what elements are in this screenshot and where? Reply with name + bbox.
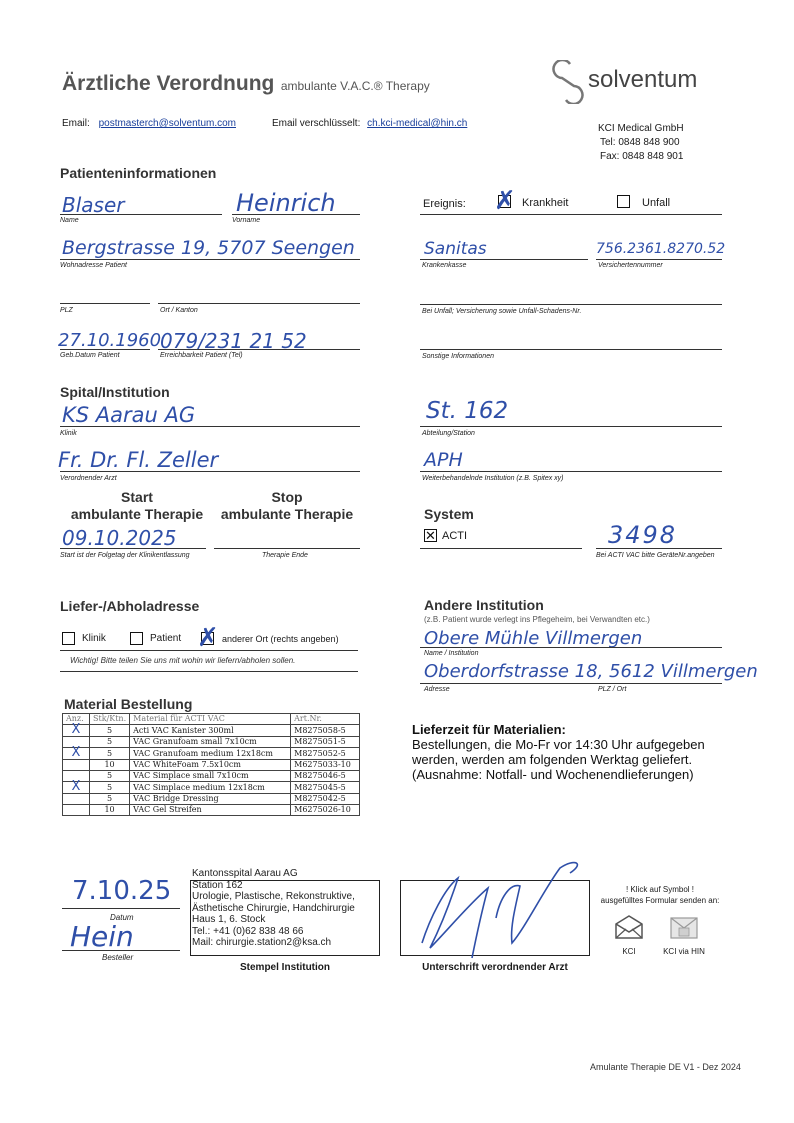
table-row <box>63 760 360 771</box>
unfall-label: Unfall <box>642 197 671 209</box>
station-value[interactable]: St. 162 <box>426 398 509 424</box>
email-row <box>62 118 236 129</box>
insured-no-label: Versichertennummer <box>598 262 663 269</box>
qty-cell[interactable]: X <box>63 725 90 737</box>
other-inst-hint: (z.B. Patient wurde verlegt ins Pflegeheim, bei Verwandten etc.) <box>424 615 650 624</box>
other-inst-name-value[interactable]: Obere Mühle Villmergen <box>424 628 643 649</box>
hospital-section-title: Spital/Institution <box>60 384 170 400</box>
table-row <box>63 782 360 794</box>
name-label: Name <box>60 217 79 224</box>
unfall-checkbox[interactable] <box>617 195 630 208</box>
company-contact <box>598 122 684 164</box>
stamp-line-6: Tel.: +41 (0)62 838 48 66 <box>192 925 304 937</box>
art-no-cell: M6275026-10 <box>291 805 360 816</box>
ort-line <box>158 303 360 304</box>
email-label: Email: <box>62 118 90 129</box>
send-title: ! Klick auf Symbol ! <box>625 885 695 894</box>
device-no-label: Bei ACTI VAC bitte GeräteNr.angeben <box>596 552 715 559</box>
doctor-signature-scribble <box>400 848 600 978</box>
material-name-cell: VAC Simplace medium 12x18cm <box>130 782 291 794</box>
sign-date-label: Datum <box>110 913 134 922</box>
stamp-text <box>192 868 355 949</box>
pack-cell: 5 <box>90 794 130 805</box>
table-row <box>63 737 360 748</box>
delivery-time-line-3: (Ausnahme: Notfall- und Wochenendlieferungen) <box>412 767 694 782</box>
patient-vorname-value[interactable]: Heinrich <box>236 189 336 217</box>
patient-address-value[interactable]: Bergstrasse 19, 5707 Seengen <box>62 237 355 259</box>
art-no-cell: M8275046-5 <box>291 771 360 782</box>
pack-cell: 5 <box>90 737 130 748</box>
clinic-line <box>60 426 360 427</box>
sign-date-line <box>62 908 180 909</box>
vorname-label: Vorname <box>232 217 261 224</box>
qty-cell[interactable] <box>63 760 90 771</box>
other-info-label: Sonstige Informationen <box>422 353 494 360</box>
pack-cell: 10 <box>90 760 130 771</box>
form-title-row <box>62 72 430 96</box>
start-note: Start ist der Folgetag der Klinikentlassung <box>60 552 190 559</box>
col-qty-header: Anz. <box>63 714 90 725</box>
delivery-section-title: Liefer-/Abholadresse <box>60 598 200 614</box>
start-sub: ambulante Therapie <box>70 506 204 522</box>
email-enc-label: Email verschlüsselt: <box>272 118 361 129</box>
material-table-wrap <box>62 713 360 816</box>
pack-cell: 5 <box>90 748 130 760</box>
stop-header <box>212 489 362 523</box>
stamp-label: Stempel Institution <box>240 962 330 973</box>
send-hin-button[interactable] <box>660 914 708 956</box>
material-name-cell: VAC Gel Streifen <box>130 805 291 816</box>
art-no-cell: M8275042-5 <box>291 794 360 805</box>
solventum-logo-icon <box>548 60 588 104</box>
send-subtitle: ausgefülltes Formular senden an: <box>600 896 720 905</box>
clinic-label: Klinik <box>60 430 77 437</box>
email-link[interactable]: postmasterch@solventum.com <box>98 118 236 129</box>
system-line <box>420 548 582 549</box>
company-name: KCI Medical GmbH <box>598 123 684 134</box>
stamp-line-2: Station 162 <box>192 879 243 891</box>
envelope-icon <box>614 914 644 940</box>
col-pack-header: Stk/Ktn. <box>90 714 130 725</box>
start-date-value[interactable]: 09.10.2025 <box>62 526 177 550</box>
address-label: Wohnadresse Patient <box>60 262 127 269</box>
plz-label: PLZ <box>60 307 73 314</box>
email-enc-link[interactable]: ch.kci-medical@hin.ch <box>367 118 468 129</box>
material-name-cell: VAC Granufoam medium 12x18cm <box>130 748 291 760</box>
birth-value[interactable]: 27.10.1960 <box>58 330 162 351</box>
acti-check-mark: ✕ <box>425 528 436 543</box>
klinik-label: Klinik <box>82 633 106 644</box>
name-line <box>60 214 222 215</box>
art-no-cell: M8275045-5 <box>291 782 360 794</box>
stamp-line-4: Ästhetische Chirurgie, Handchirurgie <box>192 902 355 914</box>
insured-no-value[interactable]: 756.2361.8270.52 <box>596 241 726 257</box>
delivery-time-line-2: werden, werden am folgenden Werktag geliefert. <box>412 752 693 767</box>
send-hin-label: KCI via HIN <box>663 947 705 956</box>
material-section-title: Material Bestellung <box>64 696 193 712</box>
patient-delivery-label: Patient <box>150 633 182 644</box>
company-tel: Tel: 0848 848 900 <box>600 137 680 148</box>
station-label: Abteilung/Station <box>422 430 475 437</box>
other-inst-section-title: Andere Institution <box>424 597 544 613</box>
table-row <box>63 805 360 816</box>
other-inst-address-label: Adresse <box>424 686 450 693</box>
table-row <box>63 725 360 737</box>
phone-line <box>158 349 360 350</box>
acti-label: ACTI <box>442 530 468 542</box>
unfall-info-line <box>420 304 722 305</box>
followup-label: Weiterbehandelnde Institution (z.B. Spitex xy) <box>422 475 564 482</box>
event-line <box>420 214 722 215</box>
stamp-line-5: Haus 1, 6. Stock <box>192 914 266 925</box>
footer-version: Amulante Therapie DE V1 - Dez 2024 <box>590 1062 741 1072</box>
krankheit-check-mark: ✗ <box>494 186 516 216</box>
end-label: Therapie Ende <box>262 552 308 559</box>
material-table <box>62 713 360 816</box>
vorname-line <box>232 214 360 215</box>
solventum-logo <box>548 60 698 109</box>
krankheit-label: Krankheit <box>522 197 569 209</box>
pack-cell: 5 <box>90 725 130 737</box>
col-name-header: Material für ACTI VAC <box>130 714 291 725</box>
doctor-line <box>60 471 360 472</box>
birth-line <box>60 349 150 350</box>
qty-cell[interactable] <box>63 794 90 805</box>
device-no-line <box>596 548 722 549</box>
stop-sub: ambulante Therapie <box>220 506 354 522</box>
art-no-cell: M8275058-5 <box>291 725 360 737</box>
stamp-line-1: Kantonsspital Aarau AG <box>192 868 298 879</box>
table-row <box>63 771 360 782</box>
art-no-cell: M6275033-10 <box>291 760 360 771</box>
send-kci-label: KCI <box>622 947 636 956</box>
qty-cell[interactable]: X <box>63 782 90 794</box>
form-subtitle: ambulante V.A.C.® Therapy <box>280 79 430 93</box>
pack-cell: 10 <box>90 805 130 816</box>
company-fax: Fax: 0848 848 901 <box>600 151 684 162</box>
orderer-line <box>62 950 180 951</box>
delivery-time-title: Lieferzeit für Materialien: <box>412 722 566 737</box>
station-line <box>420 426 722 427</box>
followup-line <box>420 471 722 472</box>
insurer-label: Krankenkasse <box>422 262 467 269</box>
stamp-line-3: Urologie, Plastische, Rekonstruktive, <box>192 891 355 902</box>
clinic-value[interactable]: KS Aarau AG <box>62 403 196 427</box>
email-enc-row <box>272 118 467 129</box>
secure-envelope-icon <box>669 914 699 940</box>
birth-label: Geb.Datum Patient <box>60 352 120 359</box>
qty-cell[interactable]: X <box>63 748 90 760</box>
start-title: Start <box>121 489 153 505</box>
material-name-cell: Acti VAC Kanister 300ml <box>130 725 291 737</box>
followup-value[interactable]: APH <box>424 449 463 471</box>
orderer-label: Besteller <box>102 953 134 962</box>
table-row <box>63 748 360 760</box>
start-date-line <box>60 548 206 549</box>
insurer-line <box>420 259 588 260</box>
other-inst-name-label: Name / Institution <box>424 650 479 657</box>
address-line <box>60 259 360 260</box>
delivery-time-line-1: Bestellungen, die Mo-Fr vor 14:30 Uhr aufgegeben <box>412 737 705 752</box>
send-instructions <box>596 884 724 906</box>
ort-label: Ort / Kanton <box>160 307 198 314</box>
start-header <box>62 489 212 523</box>
phone-label: Erreichbarkeit Patient (Tel) <box>160 352 243 359</box>
other-inst-plz-label: PLZ / Ort <box>598 686 627 693</box>
insured-no-line <box>596 259 722 260</box>
delivery-note: Wichtig! Bitte teilen Sie uns mit wohin wir liefern/abholen sollen. <box>70 656 296 665</box>
other-inst-address-line <box>420 683 722 684</box>
doctor-value[interactable]: Fr. Dr. Fl. Zeller <box>58 448 219 472</box>
doctor-label: Verordnender Arzt <box>60 475 117 482</box>
send-kci-button[interactable] <box>612 914 646 956</box>
doctor-sig-label: Unterschrift verordnender Arzt <box>422 962 568 973</box>
pack-cell: 5 <box>90 771 130 782</box>
insurer-value[interactable]: Sanitas <box>424 239 487 259</box>
sign-date-value[interactable]: 7.10.25 <box>72 876 172 906</box>
material-name-cell: VAC Bridge Dressing <box>130 794 291 805</box>
plz-line <box>60 303 150 304</box>
material-name-cell: VAC Granufoam small 7x10cm <box>130 737 291 748</box>
form-title: Ärztliche Verordnung <box>62 72 275 95</box>
event-label: Ereignis: <box>423 198 466 210</box>
end-date-line <box>214 548 360 549</box>
material-name-cell: VAC Simplace small 7x10cm <box>130 771 291 782</box>
stamp-line-7: Mail: chirurgie.station2@ksa.ch <box>192 937 332 948</box>
stop-title: Stop <box>271 489 303 505</box>
patient-name-value[interactable]: Blaser <box>62 193 125 217</box>
other-inst-address-value[interactable]: Oberdorfstrasse 18, 5612 Villmergen <box>424 661 758 682</box>
art-no-cell: M8275051-5 <box>291 737 360 748</box>
material-name-cell: VAC WhiteFoam 7.5x10cm <box>130 760 291 771</box>
patient-section-title: Patienteninformationen <box>60 165 217 181</box>
col-art-header: Art.Nr. <box>291 714 360 725</box>
device-no-value[interactable]: 3498 <box>608 521 678 549</box>
other-inst-name-line <box>420 647 722 648</box>
other-place-check-mark: ✗ <box>197 623 219 653</box>
qty-cell[interactable] <box>63 805 90 816</box>
phone-value[interactable]: 079/231 21 52 <box>160 329 307 353</box>
other-info-line <box>420 349 722 350</box>
orderer-signature[interactable]: Hein <box>70 920 134 953</box>
pack-cell: 5 <box>90 782 130 794</box>
system-section-title: System <box>424 506 474 522</box>
table-row <box>63 794 360 805</box>
patient-checkbox[interactable] <box>130 632 143 645</box>
material-header-row <box>63 714 360 725</box>
klinik-checkbox[interactable] <box>62 632 75 645</box>
unfall-info-label: Bei Unfall; Versicherung sowie Unfall-Schadens-Nr. <box>422 308 582 315</box>
art-no-cell: M8275052-5 <box>291 748 360 760</box>
other-place-label: anderer Ort (rechts angeben) <box>222 634 339 644</box>
brand-name: solventum <box>588 66 698 93</box>
delivery-time-block <box>412 722 705 782</box>
